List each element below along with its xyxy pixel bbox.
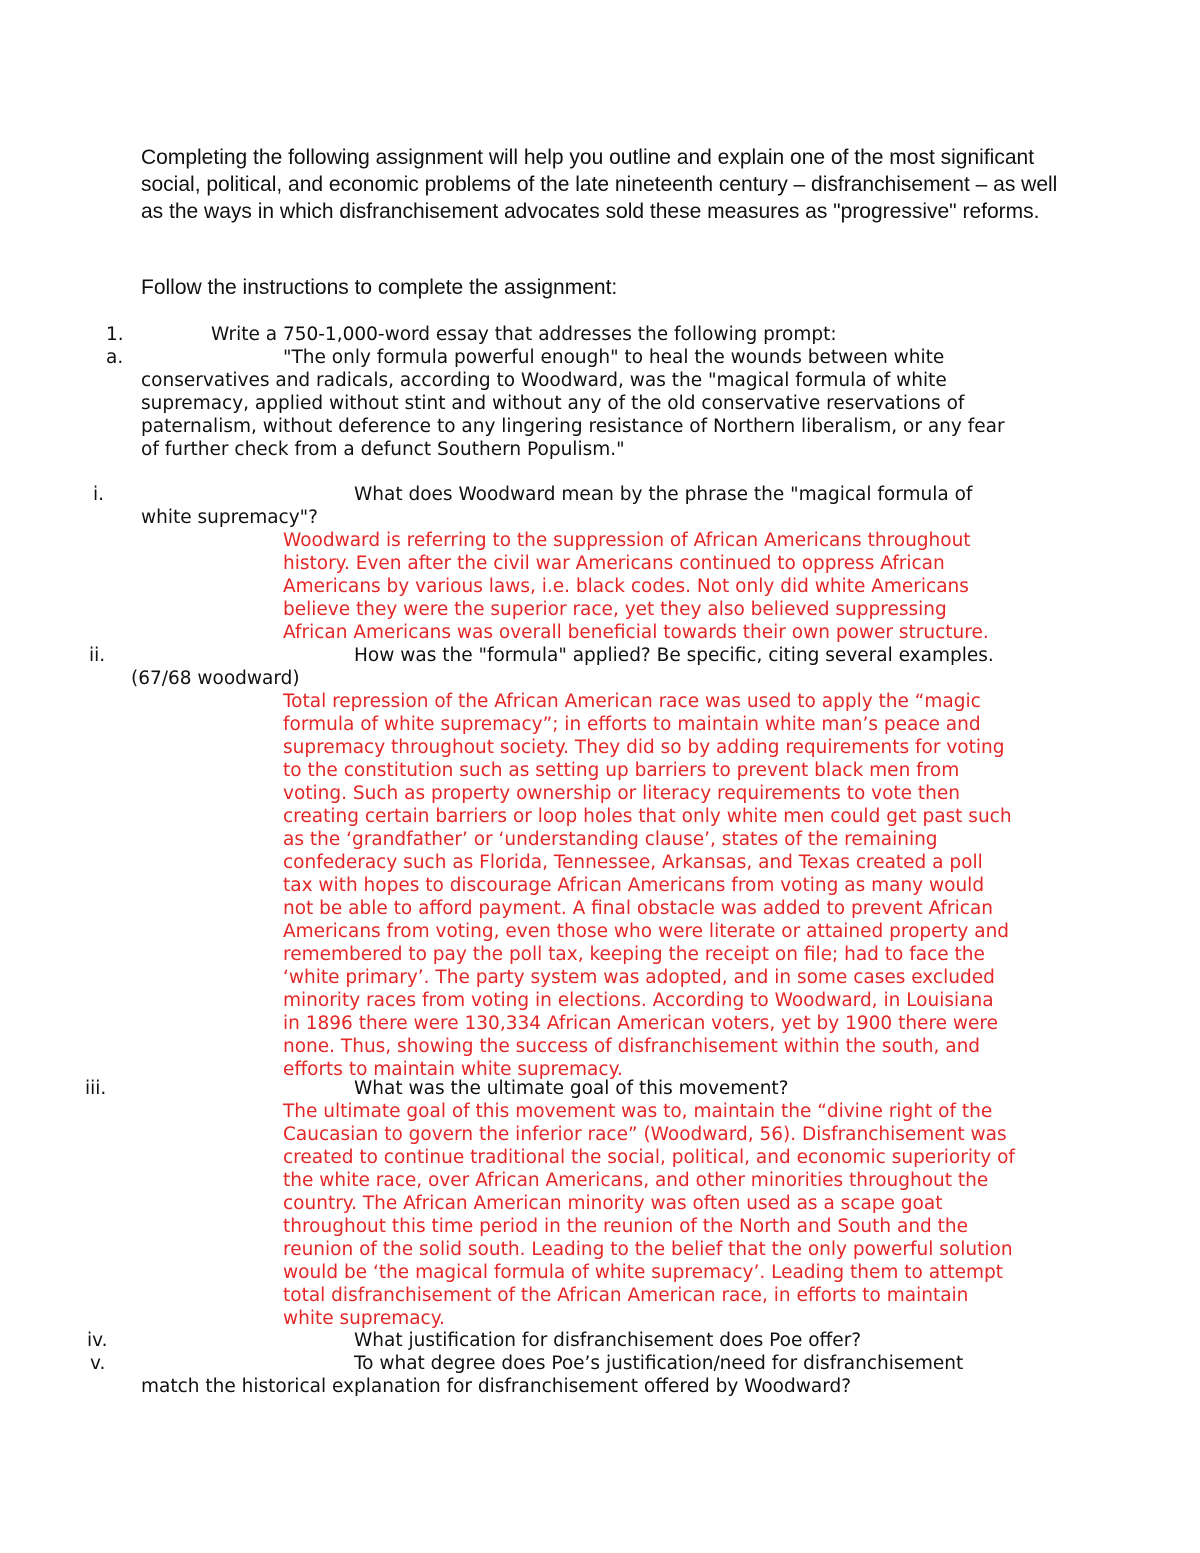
list-marker: i. [93,484,105,505]
answer-line: country. The African American minority was often used as a scape goat [283,1193,943,1214]
answer-line: history. Even after the civil war Americans continued to oppress African [283,553,945,574]
answer-line: Total repression of the African American race was used to apply the “magic [283,691,981,712]
answer-line: not be able to afford payment. A final obstacle was added to prevent African [283,898,994,919]
question-text: To what degree does Poe’s justification/need for disfranchisement [354,1353,964,1374]
answer-line: believe they were the superior race, yet they also believed suppressing [283,599,947,620]
answer-line: reunion of the solid south. Leading to the belief that the only powerful solution [283,1239,1013,1260]
answer-iii [283,1100,1073,1330]
prompt-quote-line: of further check from a defunct Southern Populism." [141,439,625,460]
answer-line: total disfranchisement of the African American race, in efforts to maintain [283,1285,969,1306]
answer-line: none. Thus, showing the success of disfranchisement within the south, and [283,1036,981,1057]
answer-line: Caucasian to govern the inferior race” (Woodward, 56). Disfranchisement was [283,1124,1007,1145]
answer-line: African Americans was overall beneficial towards their own power structure. [283,622,989,643]
list-marker: a. [106,347,124,368]
list-marker: iii. [85,1078,107,1099]
list-marker: v. [90,1353,106,1374]
answer-line: created to continue traditional the social, political, and economic superiority of [283,1147,1015,1168]
answer-line: the white race, over African Americans, and other minorities throughout the [283,1170,989,1191]
question-text-continued: white supremacy"? [141,507,319,528]
answer-line: throughout this time period in the reunion of the North and South and the [283,1216,969,1237]
answer-line: voting. Such as property ownership or literacy requirements to vote then [283,783,961,804]
answer-line: would be ‘the magical formula of white supremacy’. Leading them to attempt [283,1262,1003,1283]
answer-line: Woodward is referring to the suppression of African Americans throughout [283,530,971,551]
list-marker: iv. [87,1330,108,1351]
answer-line: The ultimate goal of this movement was to, maintain the “divine right of the [283,1101,993,1122]
list-item-text: Write a 750-1,000-word essay that addresses the following prompt: [211,324,837,345]
question-text: What was the ultimate goal of this movement? [354,1078,789,1099]
answer-line: remembered to pay the poll tax, keeping the receipt on file; had to face the [283,944,985,965]
question-text: How was the "formula" applied? Be specific, citing several examples. [354,645,994,666]
instructions-line: Follow the instructions to complete the assignment: [141,276,618,299]
answer-line: white supremacy. [283,1308,445,1329]
answer-line: efforts to maintain white supremacy. [283,1059,623,1080]
answer-line: confederacy such as Florida, Tennessee, Arkansas, and Texas created a poll [283,852,983,873]
question-text: What does Woodward mean by the phrase the "magical formula of [354,484,973,505]
answer-line: tax with hopes to discourage African Americans from voting as many would [283,875,985,896]
answer-line: Americans from voting, even those who were literate or attained property and [283,921,1010,942]
answer-line: supremacy throughout society. They did so by adding requirements for voting [283,737,1005,758]
question-text: What justification for disfranchisement does Poe offer? [354,1330,862,1351]
answer-line: formula of white supremacy”; in efforts to maintain white man’s peace and [283,714,981,735]
answer-line: creating certain barriers or loop holes that only white men could get past such [283,806,1012,827]
answer-line: to the constitution such as setting up barriers to prevent black men from [283,760,960,781]
answer-line: Americans by various laws, i.e. black codes. Not only did white Americans [283,576,969,597]
answer-line: in 1896 there were 130,334 African American voters, yet by 1900 there were [283,1013,998,1034]
question-text-continued: (67/68 woodward) [131,668,300,689]
prompt-quote-line: paternalism, without deference to any lingering resistance of Northern liberalism, or any fear [141,416,1005,437]
answer-i [283,529,1073,644]
answer-line: minority races from voting in elections. According to Woodward, in Louisiana [283,990,994,1011]
list-marker: 1. [106,324,124,345]
prompt-quote-first-line: "The only formula powerful enough" to heal the wounds between white [283,347,945,368]
answer-ii [283,690,1073,1081]
question-text-continued: match the historical explanation for disfranchisement offered by Woodward? [141,1376,852,1397]
intro-paragraph: Completing the following assignment will help you outline and explain one of the most significant social, political, and economic problems of the late nineteenth century – disfranchisement – as well as the ways in which disfranchisement advocates sold these measures as "progressive" reforms. [141,146,1058,223]
answer-line: ‘white primary’. The party system was adopted, and in some cases excluded [283,967,995,988]
prompt-quote-line: supremacy, applied without stint and without any of the old conservative reservations of [141,393,965,414]
prompt-quote-line: conservatives and radicals, according to Woodward, was the "magical formula of white [141,370,947,391]
list-marker: ii. [89,645,106,666]
answer-line: as the ‘grandfather’ or ‘understanding clause’, states of the remaining [283,829,938,850]
